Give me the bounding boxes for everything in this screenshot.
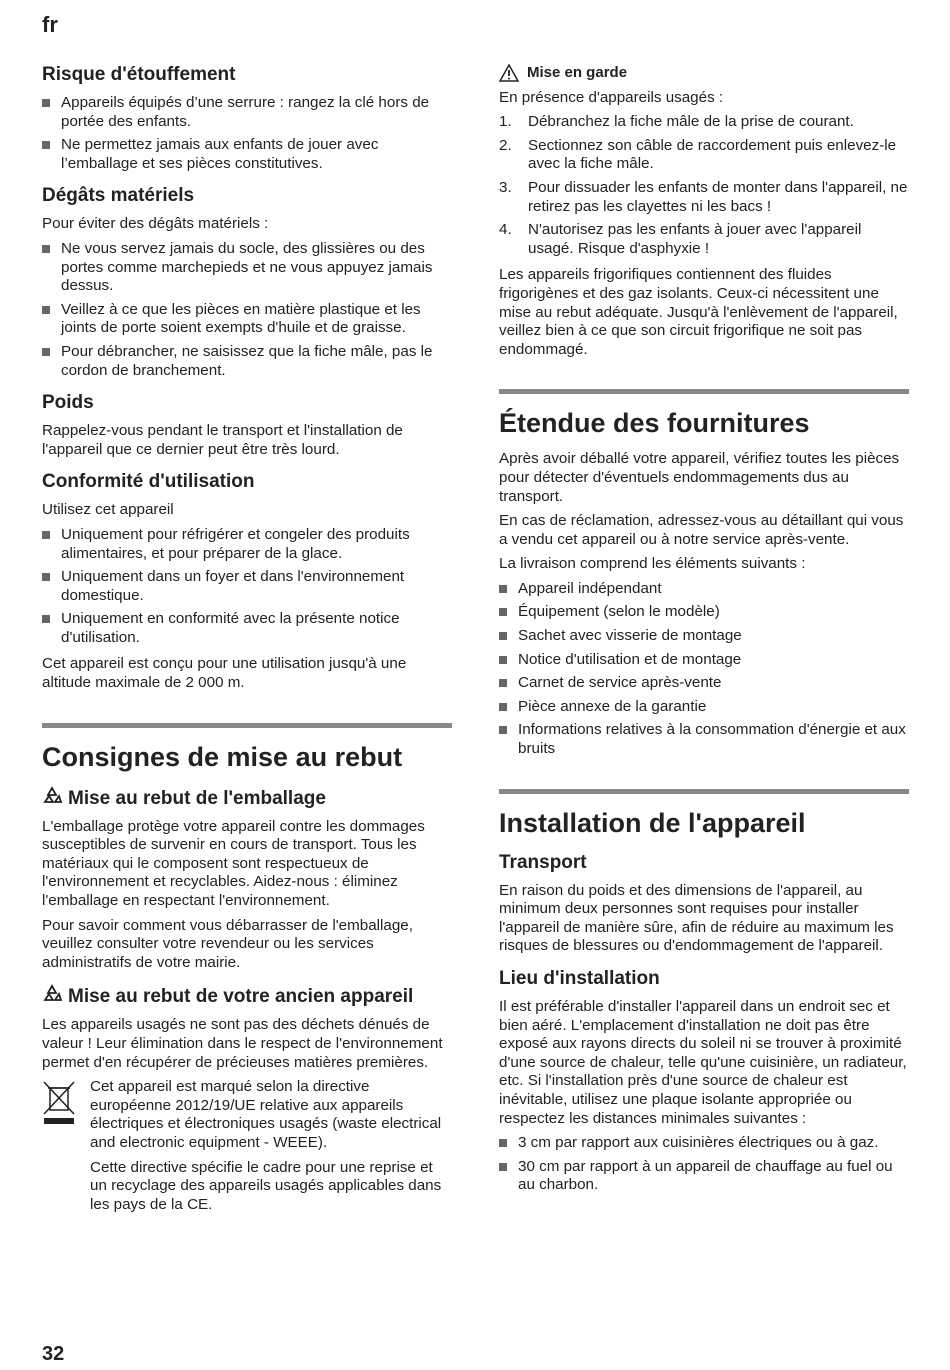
language-label: fr [42, 12, 58, 37]
list-item: 2. Sectionnez son câble de raccordement puis enlevez-le avec la fiche mâle. [499, 136, 897, 173]
paragraph: Cette directive spécifie le cadre pour une reprise et un recyclage des appareils usagés applicables dans les pays de la CE. [90, 1158, 442, 1213]
square-bullet-icon [42, 615, 50, 623]
list-item: 4. N'autorisez pas les enfants à jouer avec l'appareil usagé. Risque d'asphyxie ! [499, 221, 862, 257]
square-bullet-icon [499, 1139, 507, 1147]
list-item: Appareil indépendant [499, 580, 909, 599]
list-item: 30 cm par rapport à un appareil de chauffage au fuel ou au charbon. [499, 1158, 909, 1195]
list-item: Appareils équipés d’une serrure : rangez la clé hors de portée des enfants. [42, 94, 452, 131]
paragraph: Pour savoir comment vous débarrasser de l'emballage, veuillez consulter votre revendeur ou les services administratifs de votre mairie. [42, 916, 413, 971]
square-bullet-icon [499, 632, 507, 640]
square-bullet-icon [499, 656, 507, 664]
heading-packaging-disposal: Mise au rebut de l'emballage [42, 786, 452, 810]
list-item: Notice d'utilisation et de montage [499, 651, 909, 670]
paragraph: Les appareils usagés ne sont pas des déchets dénués de valeur ! Leur élimination dans le respect de l'environnement permet d'en récupérer de précieuses matières premières. [42, 1016, 443, 1071]
recycle-icon [42, 786, 62, 806]
paragraph: L'emballage protège votre appareil contre les dommages susceptibles de survenir en cours de transport. Tous les matériaux qui le composent sont respectueux de l'environnement et recyclables. Aidez-nous : éliminez l'emballage en respectant l'environnement. [42, 817, 425, 910]
left-column [42, 56, 452, 1220]
heading-location: Lieu d'installation [499, 968, 660, 989]
heading-installation: Installation de l'appareil [499, 789, 909, 840]
crossed-bin-icon [42, 1080, 76, 1126]
conformity-list [42, 526, 452, 648]
square-bullet-icon [42, 141, 50, 149]
distance-list [499, 1134, 909, 1195]
paragraph: En raison du poids et des dimensions de l'appareil, au minimum deux personnes sont requises pour installer l'appareil de manière sûre, afin de réduire au maximum les risques de blessures ou d'endommagement de l'appareil. [499, 881, 894, 955]
heading-weight: Poids [42, 392, 94, 414]
heading-suffocation: Risque d'étouffement [42, 64, 236, 85]
square-bullet-icon [499, 585, 507, 593]
paragraph: Pour éviter des dégâts matériels : [42, 215, 269, 233]
heading-conformity: Conformité d'utilisation [42, 471, 255, 493]
list-item: 1. Débranchez la fiche mâle de la prise de courant. [499, 113, 854, 131]
heading-disposal: Consignes de mise au rebut [42, 723, 452, 774]
heading-transport: Transport [499, 851, 587, 873]
square-bullet-icon [42, 531, 50, 539]
list-item: Informations relatives à la consommation d'énergie et aux bruits [499, 721, 909, 758]
list-item: 3 cm par rapport aux cuisinières électriques ou à gaz. [499, 1134, 909, 1153]
heading-old-appliance-disposal: Mise au rebut de votre ancien appareil [42, 984, 452, 1008]
paragraph: Rappelez-vous pendant le transport et l'installation de l'appareil que ce dernier peut être très lourd. [42, 422, 403, 458]
square-bullet-icon [499, 1163, 507, 1171]
right-column [499, 56, 909, 1203]
list-item: Pièce annexe de la garantie [499, 698, 909, 717]
weee-block [42, 1078, 452, 1214]
square-bullet-icon [42, 573, 50, 581]
square-bullet-icon [42, 245, 50, 253]
heading-scope-of-delivery: Étendue des fournitures [499, 389, 909, 440]
paragraph: Cet appareil est marqué selon la directive européenne 2012/19/UE relative aux appareils électriques et électroniques usagés (waste electrical and electronic equipment - WEEE). [90, 1078, 442, 1151]
list-item: 3. Pour dissuader les enfants de monter dans l'appareil, ne retirez pas les clayettes ni les bacs ! [499, 178, 908, 215]
square-bullet-icon [42, 306, 50, 314]
heading-material-damage: Dégâts matériels [42, 185, 195, 207]
square-bullet-icon [42, 99, 50, 107]
paragraph: Il est préférable d'installer l'appareil dans un endroit sec et bien aéré. L'emplacement d'installation ne doit pas être exposé aux rayons directs du soleil ni se trouver à proximité d'une source de chaleur, telle qu'une cuisinière, un radiateur, etc. Si l'installation près d'une source de chaleur est inévitable, utilisez une plaque isolante appropriée ou respectez les distances minimales suivantes : [499, 998, 907, 1127]
list-item: Carnet de service après-vente [499, 674, 909, 693]
list-item: Veillez à ce que les pièces en matière plastique et les joints de porte soient exempts d'huile et de graisse. [42, 301, 452, 338]
warning-steps [499, 113, 909, 258]
page-number: 32 [42, 1343, 65, 1365]
list-item: Ne permettez jamais aux enfants de jouer avec l’emballage et ses pièces constitutives. [42, 136, 452, 173]
list-item: Ne vous servez jamais du socle, des glissières ou des portes comme marchepieds et ne vous appuyez jamais dessus. [42, 240, 452, 296]
square-bullet-icon [42, 348, 50, 356]
paragraph: Cet appareil est conçu pour une utilisation jusqu'à une altitude maximale de 2 000 m. [42, 655, 407, 692]
square-bullet-icon [499, 726, 507, 734]
list-item: Sachet avec visserie de montage [499, 627, 909, 646]
square-bullet-icon [499, 608, 507, 616]
list-item: Équipement (selon le modèle) [499, 603, 909, 622]
warning-heading: Mise en garde [499, 64, 909, 83]
list-item: Pour débrancher, ne saisissez que la fiche mâle, pas le cordon de branchement. [42, 343, 452, 380]
paragraph: La livraison comprend les éléments suivants : [499, 555, 806, 573]
damage-list [42, 240, 452, 380]
paragraph: Les appareils frigorifiques contiennent des fluides frigorigènes et des gaz isolants. Ceux-ci nécessitent une mise au rebut adéquate. Jusqu'à l'enlèvement de l'appareil, veillez bien à ce que son circuit frigorifique ne soit pas endommagé. [499, 266, 898, 358]
suffocation-list [42, 94, 452, 173]
square-bullet-icon [499, 703, 507, 711]
paragraph: Utilisez cet appareil [42, 501, 174, 519]
paragraph: En présence d'appareils usagés : [499, 88, 724, 106]
warning-icon [499, 64, 519, 82]
list-item: Uniquement dans un foyer et dans l'environnement domestique. [42, 568, 452, 605]
delivery-list [499, 580, 909, 759]
recycle-icon [42, 984, 62, 1004]
paragraph: En cas de réclamation, adressez-vous au détaillant qui vous a vendu cet appareil ou à notre service après-vente. [499, 512, 904, 548]
square-bullet-icon [499, 679, 507, 687]
paragraph: Après avoir déballé votre appareil, vérifiez toutes les pièces pour détecter d'éventuels endommagements dus au transport. [499, 450, 900, 505]
list-item: Uniquement en conformité avec la présente notice d'utilisation. [42, 610, 452, 647]
list-item: Uniquement pour réfrigérer et congeler des produits alimentaires, et pour préparer de la glace. [42, 526, 452, 563]
